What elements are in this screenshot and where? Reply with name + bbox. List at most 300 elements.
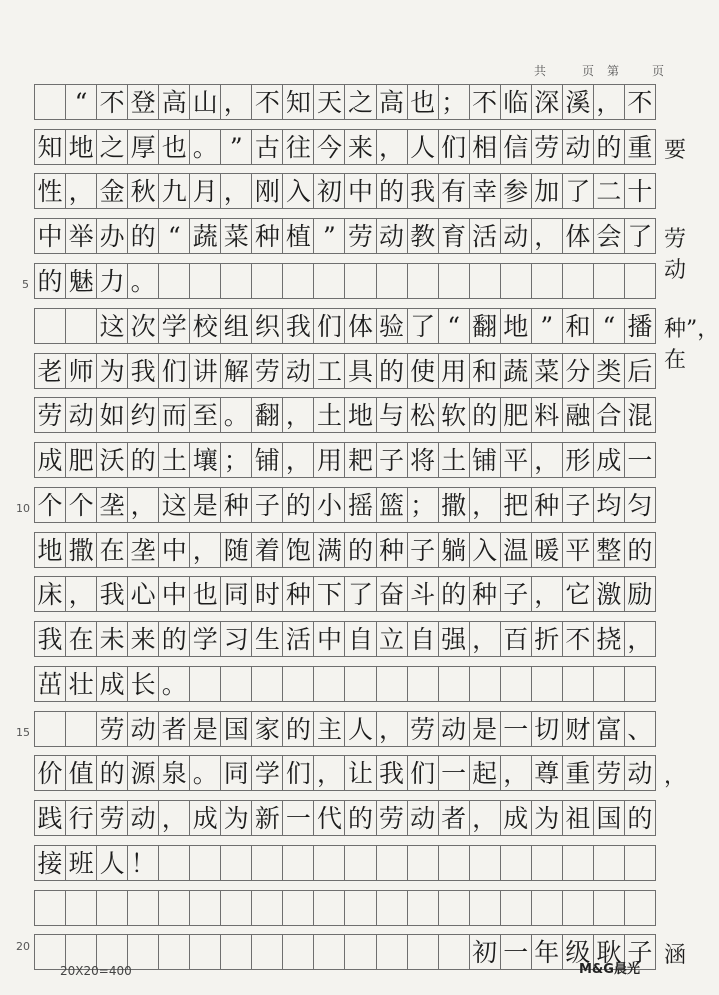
grid-cell: 也	[407, 84, 439, 120]
grid-cell: 体	[344, 308, 376, 344]
grid-row	[34, 755, 687, 791]
grid-cell: 切	[531, 711, 563, 747]
grid-cell: 今	[313, 129, 345, 165]
grid-cell: 未	[96, 621, 128, 657]
grid-cell: 它	[562, 576, 594, 612]
grid-cell	[438, 666, 470, 702]
grid-cell: 登	[127, 84, 159, 120]
grid-cell: 均	[593, 487, 625, 523]
grid-cell: 中	[34, 218, 66, 254]
grid-cell	[376, 890, 408, 926]
grid-cell: 临	[500, 84, 532, 120]
grid-cell: 国	[220, 711, 252, 747]
grid-row	[34, 263, 675, 299]
grid-cell: 蔬	[500, 353, 532, 389]
grid-cell: 们	[407, 755, 439, 791]
grid-cell: 温	[500, 532, 532, 568]
grid-cell	[469, 890, 501, 926]
grid-cell	[531, 666, 563, 702]
grid-cell: 值	[65, 755, 97, 791]
grid-cell: 的	[376, 173, 408, 209]
grid-cell: 践	[34, 800, 66, 836]
grid-cell: 折	[531, 621, 563, 657]
grid-cell: 的	[376, 353, 408, 389]
grid-cell: 平	[562, 532, 594, 568]
grid-cell: 秋	[127, 173, 159, 209]
grid-cell	[376, 263, 408, 299]
grid-cell: 习	[220, 621, 252, 657]
margin-punctuation: 要	[664, 138, 687, 163]
grid-cell: 的	[624, 800, 656, 836]
grid-cell: 不	[469, 84, 501, 120]
grid-cell: 劳	[593, 755, 625, 791]
grid-cell: 学	[189, 621, 221, 657]
grid-cell	[189, 666, 221, 702]
grid-cell: 约	[127, 397, 159, 433]
grid-cell	[407, 263, 439, 299]
grid-cell: 古	[251, 129, 283, 165]
grid-cell	[65, 711, 97, 747]
grid-cell: 入	[282, 173, 314, 209]
grid-cell: 成	[500, 800, 532, 836]
grid-cell: 心	[127, 576, 159, 612]
grid-cell: 信	[500, 129, 532, 165]
grid-cell: ，	[531, 576, 563, 612]
grid-cell: 同	[220, 755, 252, 791]
grid-cell	[438, 263, 470, 299]
row-number-10: 10	[16, 502, 30, 515]
margin-punctuation: 涵	[664, 943, 687, 968]
grid-cell: 用	[438, 353, 470, 389]
grid-cell: 的	[438, 576, 470, 612]
grid-cell: 在	[65, 621, 97, 657]
grid-cell	[593, 845, 625, 881]
grid-cell: 动	[562, 129, 594, 165]
grid-cell	[531, 263, 563, 299]
grid-cell: 种	[220, 487, 252, 523]
grid-cell: 翻	[469, 308, 501, 344]
grid-cell: 织	[251, 308, 283, 344]
grid-cell	[313, 666, 345, 702]
grid-cell	[34, 308, 66, 344]
grid-cell: 次	[127, 308, 159, 344]
grid-cell: 活	[282, 621, 314, 657]
grid-cell	[469, 666, 501, 702]
grid-cell: 匀	[624, 487, 656, 523]
grid-cell	[407, 890, 439, 926]
grid-cell	[624, 666, 656, 702]
grid-cell: 们	[438, 129, 470, 165]
grid-cell: 了	[344, 576, 376, 612]
grid-cell: 性	[34, 173, 66, 209]
grid-cell: 一	[282, 800, 314, 836]
grid-cell	[65, 308, 97, 344]
grid-cell: 自	[407, 621, 439, 657]
grid-cell	[282, 890, 314, 926]
grid-cell: 至	[189, 397, 221, 433]
grid-cell: 校	[189, 308, 221, 344]
grid-cell	[562, 263, 594, 299]
grid-cell: 二	[593, 173, 625, 209]
grid-cell: 垄	[96, 487, 128, 523]
grid-cell: 土	[438, 442, 470, 478]
grid-cell: 一	[438, 755, 470, 791]
grid-cell: 中	[344, 173, 376, 209]
grid-row	[34, 621, 675, 657]
grid-cell: 也	[158, 129, 190, 165]
grid-cell: 铺	[251, 442, 283, 478]
grid-cell: ；	[438, 84, 470, 120]
grid-cell: 举	[65, 218, 97, 254]
grid-cell	[376, 934, 408, 970]
grid-cell: 我	[282, 308, 314, 344]
grid-cell: 者	[158, 711, 190, 747]
grid-cell	[34, 890, 66, 926]
grid-row	[34, 532, 675, 568]
grid-cell	[251, 845, 283, 881]
grid-cell: 中	[158, 532, 190, 568]
grid-cell: 成	[593, 442, 625, 478]
grid-cell: 初	[313, 173, 345, 209]
grid-cell: 垄	[127, 532, 159, 568]
grid-cell	[407, 934, 439, 970]
grid-cell: 劳	[96, 800, 128, 836]
grid-cell: 劳	[96, 711, 128, 747]
grid-cell: 和	[469, 353, 501, 389]
grid-cell: ，	[220, 84, 252, 120]
grid-cell: ，	[282, 397, 314, 433]
brand-logo-text: M&G晨光	[579, 962, 640, 977]
grid-cell: 之	[96, 129, 128, 165]
grid-cell: 力	[96, 263, 128, 299]
grid-cell	[624, 890, 656, 926]
grid-cell: 百	[500, 621, 532, 657]
grid-cell: 子	[376, 442, 408, 478]
grid-cell: “	[65, 84, 97, 120]
grid-cell	[562, 890, 594, 926]
grid-cell: 的	[344, 532, 376, 568]
grid-row	[34, 711, 675, 747]
grid-cell: 的	[624, 532, 656, 568]
grid-cell: 土	[158, 442, 190, 478]
grid-cell: “	[158, 218, 190, 254]
grid-cell: ，	[376, 711, 408, 747]
grid-cell: 不	[96, 84, 128, 120]
grid-cell: 劳	[407, 711, 439, 747]
grid-cell: 满	[313, 532, 345, 568]
page-header	[0, 62, 700, 78]
grid-cell	[593, 263, 625, 299]
grid-cell: 种	[376, 532, 408, 568]
grid-cell: 九	[158, 173, 190, 209]
grid-cell: 。	[189, 129, 221, 165]
grid-cell: 土	[313, 397, 345, 433]
row-number-20: 20	[16, 940, 30, 953]
grid-cell: 劳	[344, 218, 376, 254]
grid-cell	[438, 845, 470, 881]
grid-cell: 有	[438, 173, 470, 209]
grid-cell: 学	[158, 308, 190, 344]
grid-cell: 人	[407, 129, 439, 165]
grid-cell: 为	[220, 800, 252, 836]
grid-cell: ，	[531, 442, 563, 478]
grid-cell: 的	[127, 442, 159, 478]
grid-cell: 劳	[531, 129, 563, 165]
grid-cell: 验	[376, 308, 408, 344]
grid-cell: 松	[407, 397, 439, 433]
grid-cell: ，	[189, 532, 221, 568]
grid-cell: 融	[562, 397, 594, 433]
grid-cell: 形	[562, 442, 594, 478]
grid-cell: 天	[313, 84, 345, 120]
grid-cell	[562, 845, 594, 881]
grid-cell: 一	[500, 711, 532, 747]
grid-cell: 。	[220, 397, 252, 433]
grid-cell: 教	[407, 218, 439, 254]
header-number-label: 第	[607, 64, 620, 78]
grid-row	[34, 173, 675, 209]
grid-cell	[531, 890, 563, 926]
grid-cell: 为	[531, 800, 563, 836]
grid-cell: 动	[376, 218, 408, 254]
grid-cell: 。	[127, 263, 159, 299]
grid-row	[34, 129, 687, 165]
grid-cell: 后	[624, 353, 656, 389]
grid-cell: 解	[220, 353, 252, 389]
grid-cell: 床	[34, 576, 66, 612]
grid-cell: 激	[593, 576, 625, 612]
grid-row	[34, 890, 675, 926]
grid-cell: ！	[127, 845, 159, 881]
grid-cell: 我	[96, 576, 128, 612]
grid-cell: 相	[469, 129, 501, 165]
grid-cell	[344, 263, 376, 299]
grid-cell: 行	[65, 800, 97, 836]
grid-cell: ”	[531, 308, 563, 344]
grid-row	[34, 397, 675, 433]
grid-cell: 泉	[158, 755, 190, 791]
grid-cell: 将	[407, 442, 439, 478]
grid-cell: 子	[407, 532, 439, 568]
grid-cell: 耿	[593, 934, 625, 970]
grid-cell	[438, 934, 470, 970]
grid-cell: 的	[282, 487, 314, 523]
grid-cell: 劳	[251, 353, 283, 389]
grid-cell	[500, 845, 532, 881]
grid-cell: 成	[96, 666, 128, 702]
grid-row	[34, 666, 675, 702]
grid-cell: 合	[593, 397, 625, 433]
grid-cell	[376, 845, 408, 881]
grid-cell: 长	[127, 666, 159, 702]
grid-cell: 随	[220, 532, 252, 568]
grid-cell: 工	[313, 353, 345, 389]
grid-row	[34, 576, 675, 612]
grid-cell: 金	[96, 173, 128, 209]
grid-row	[34, 800, 675, 836]
grid-cell	[344, 666, 376, 702]
grid-row	[34, 845, 675, 881]
grid-cell: ”	[220, 129, 252, 165]
grid-cell: 撒	[65, 532, 97, 568]
grid-cell: 重	[562, 755, 594, 791]
grid-cell: 肥	[500, 397, 532, 433]
margin-punctuation: 种”，在	[664, 317, 719, 373]
grid-cell: 是	[189, 711, 221, 747]
grid-cell: 软	[438, 397, 470, 433]
grid-cell: 用	[313, 442, 345, 478]
grid-cell: 和	[562, 308, 594, 344]
grid-cell: 子	[624, 934, 656, 970]
grid-cell	[282, 845, 314, 881]
grid-cell: 使	[407, 353, 439, 389]
grid-cell: 刚	[251, 173, 283, 209]
grid-cell: 为	[96, 353, 128, 389]
grid-cell: 主	[313, 711, 345, 747]
grid-cell: 人	[96, 845, 128, 881]
grid-cell: 具	[344, 353, 376, 389]
grid-cell: ，	[531, 218, 563, 254]
grid-row	[34, 353, 675, 389]
grid-cell	[158, 934, 190, 970]
grid-cell	[127, 934, 159, 970]
grid-cell: ，	[624, 621, 656, 657]
grid-cell: 组	[220, 308, 252, 344]
grid-cell: 壮	[65, 666, 97, 702]
row-number-5: 5	[22, 278, 29, 291]
grid-cell: 料	[531, 397, 563, 433]
grid-cell: 不	[624, 84, 656, 120]
grid-cell: 如	[96, 397, 128, 433]
grid-cell: 动	[127, 800, 159, 836]
margin-punctuation: 劳动	[664, 227, 687, 283]
grid-cell: 班	[65, 845, 97, 881]
grid-cell	[220, 845, 252, 881]
grid-cell	[282, 263, 314, 299]
grid-cell: 摇	[344, 487, 376, 523]
grid-cell: ，	[127, 487, 159, 523]
grid-cell: 入	[469, 532, 501, 568]
grid-cell: 地	[344, 397, 376, 433]
grid-cell: 我	[127, 353, 159, 389]
grid-cell	[251, 934, 283, 970]
grid-cell: ，	[282, 442, 314, 478]
grid-cell: 成	[189, 800, 221, 836]
grid-cell	[313, 934, 345, 970]
grid-cell: 的	[96, 755, 128, 791]
grid-cell: 参	[500, 173, 532, 209]
grid-cell	[282, 666, 314, 702]
grid-cell: 深	[531, 84, 563, 120]
grid-cell: 年	[531, 934, 563, 970]
grid-cell: 富	[593, 711, 625, 747]
grid-cell: ；	[407, 487, 439, 523]
grid-cell: ，	[500, 755, 532, 791]
grid-cell: 翻	[251, 397, 283, 433]
grid-cell	[127, 890, 159, 926]
grid-cell: “	[593, 308, 625, 344]
grid-cell: 育	[438, 218, 470, 254]
grid-row	[34, 442, 675, 478]
grid-cell	[500, 263, 532, 299]
grid-cell: ，	[469, 621, 501, 657]
grid-cell: 播	[624, 308, 656, 344]
grid-cell: 山	[189, 84, 221, 120]
grid-cell: 而	[158, 397, 190, 433]
grid-cell: 体	[562, 218, 594, 254]
grid-cell: 起	[469, 755, 501, 791]
grid-cell	[344, 934, 376, 970]
grid-cell: 躺	[438, 532, 470, 568]
grid-cell	[376, 666, 408, 702]
grid-row	[34, 487, 675, 523]
grid-cell: 来	[344, 129, 376, 165]
grid-cell: 学	[251, 755, 283, 791]
grid-cell	[220, 934, 252, 970]
grid-cell: 会	[593, 218, 625, 254]
grid-cell: 的	[158, 621, 190, 657]
grid-cell: 不	[562, 621, 594, 657]
grid-cell: 的	[127, 218, 159, 254]
grid-cell: 整	[593, 532, 625, 568]
grid-cell: 祖	[562, 800, 594, 836]
grid-cell: 立	[376, 621, 408, 657]
grid-cell: 代	[313, 800, 345, 836]
grid-cell: 平	[500, 442, 532, 478]
grid-cell: 蔬	[189, 218, 221, 254]
grid-cell: 也	[189, 576, 221, 612]
grid-cell: 植	[282, 218, 314, 254]
grid-cell: 的	[344, 800, 376, 836]
grid-cell: 与	[376, 397, 408, 433]
grid-cell	[34, 84, 66, 120]
grid-cell: 重	[624, 129, 656, 165]
grid-cell: 挠	[593, 621, 625, 657]
grid-cell: 者	[438, 800, 470, 836]
header-page-label: 页	[582, 64, 595, 78]
grid-cell: 篮	[376, 487, 408, 523]
grid-cell: 个	[34, 487, 66, 523]
grid-cell: 的	[593, 129, 625, 165]
grid-cell: ，	[65, 173, 97, 209]
grid-cell	[220, 263, 252, 299]
grid-cell	[344, 890, 376, 926]
grid-cell: 动	[500, 218, 532, 254]
grid-cell: 家	[251, 711, 283, 747]
grid-cell: ；	[220, 442, 252, 478]
grid-cell	[624, 263, 656, 299]
grid-cell	[562, 666, 594, 702]
grid-cell	[438, 890, 470, 926]
grid-cell: 成	[34, 442, 66, 478]
grid-cell: 地	[65, 129, 97, 165]
grid-cell: 讲	[189, 353, 221, 389]
grid-spec-label: 20X20=400	[60, 964, 132, 978]
header-page-label-2: 页	[652, 64, 665, 78]
grid-cell: 类	[593, 353, 625, 389]
grid-cell: 动	[438, 711, 470, 747]
grid-cell	[251, 890, 283, 926]
grid-cell: 生	[251, 621, 283, 657]
grid-cell: ，	[220, 173, 252, 209]
grid-cell: 让	[344, 755, 376, 791]
grid-cell: 知	[282, 84, 314, 120]
grid-cell: 时	[251, 576, 283, 612]
grid-cell: 同	[220, 576, 252, 612]
grid-cell: 接	[34, 845, 66, 881]
grid-cell: 级	[562, 934, 594, 970]
grid-cell: 高	[158, 84, 190, 120]
